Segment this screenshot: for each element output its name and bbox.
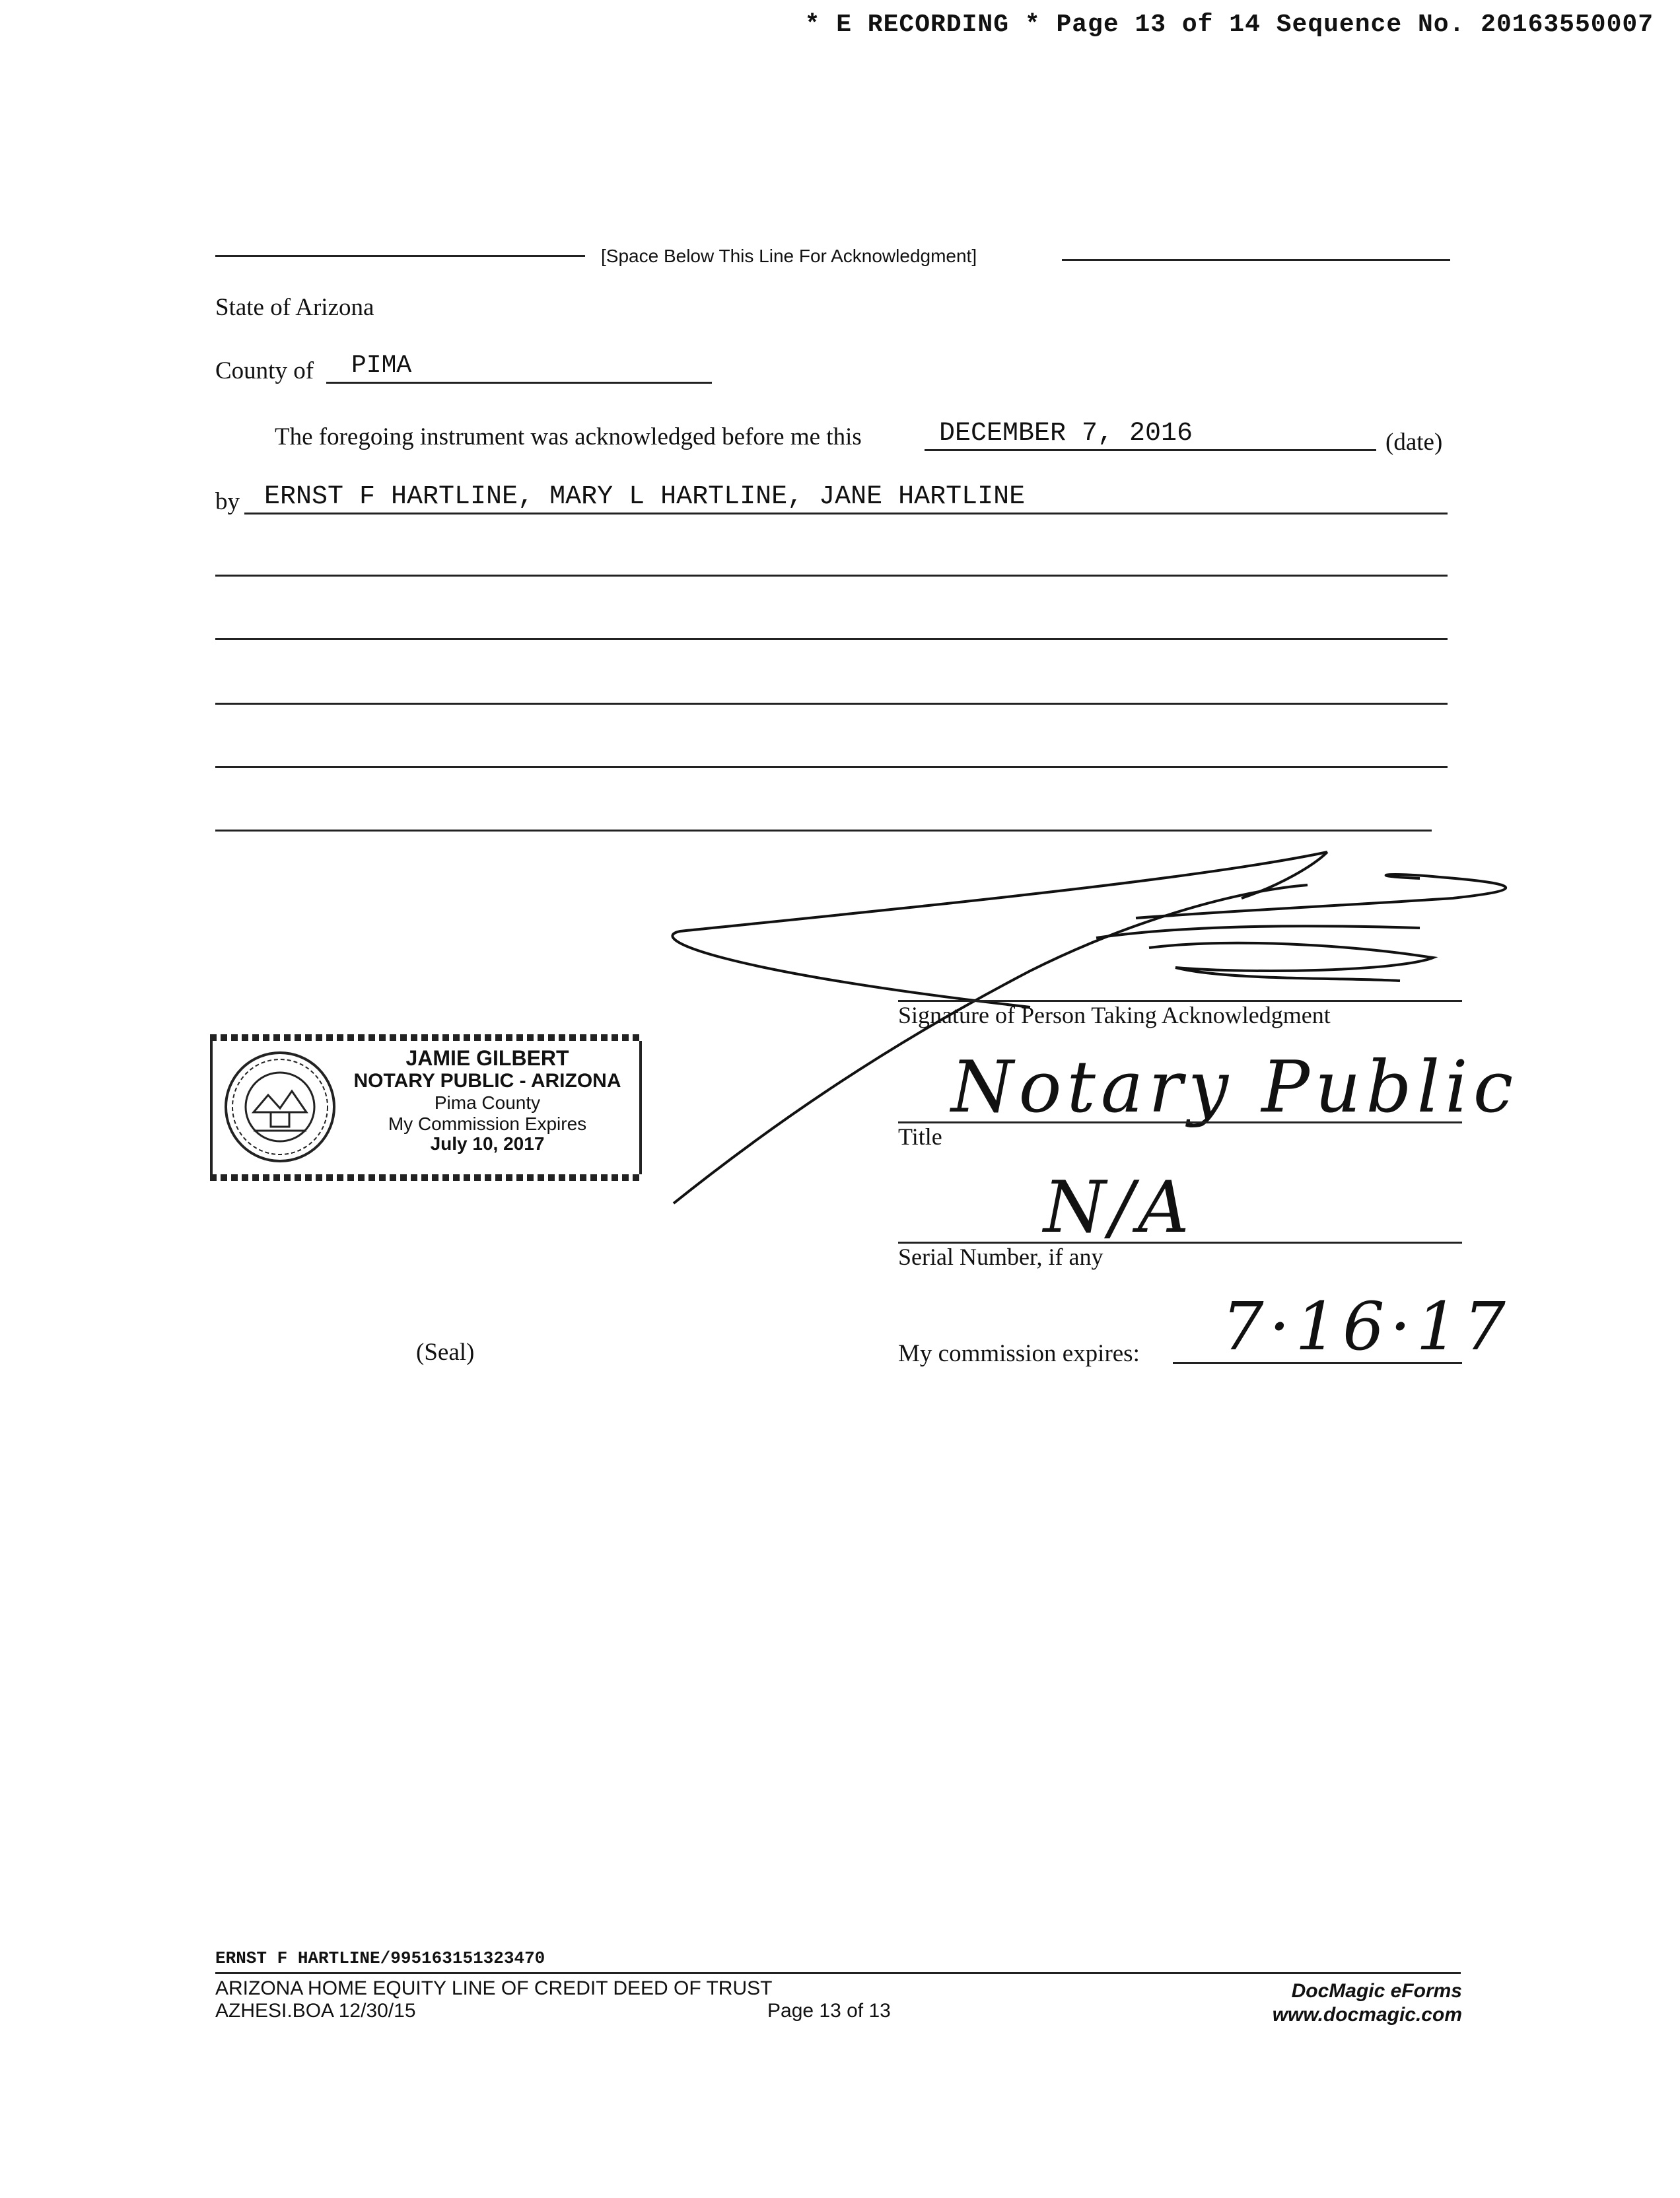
footer-page-number: Page 13 of 13 (767, 2000, 891, 2022)
county-value: PIMA (351, 351, 412, 380)
title-label: Title (898, 1123, 942, 1150)
footer-website: www.docmagic.com (1272, 2004, 1462, 2026)
blank-line-2 (215, 638, 1448, 640)
date-underline (925, 449, 1376, 451)
separator-rule-left (215, 255, 585, 257)
footer-form-code: AZHESI.BOA 12/30/15 (215, 2000, 416, 2022)
by-underline (244, 513, 1448, 514)
footer-form-title: ARIZONA HOME EQUITY LINE OF CREDIT DEED OF TRUST (215, 1977, 773, 1999)
blank-line-3 (215, 703, 1448, 705)
recording-header: * E RECORDING * Page 13 of 14 Sequence No. 20163550007 (804, 11, 1654, 39)
commission-expires-label: My commission expires: (898, 1340, 1140, 1367)
serial-label: Serial Number, if any (898, 1244, 1103, 1270)
separator-rule-right (1062, 259, 1450, 261)
date-suffix: (date) (1385, 429, 1443, 456)
blank-line-5 (215, 830, 1432, 832)
stamp-bottom-border (210, 1174, 642, 1181)
acknowledgment-date: DECEMBER 7, 2016 (939, 419, 1193, 448)
acknowledgment-text: The foregoing instrument was acknowledged before me this (275, 423, 862, 450)
commission-line (1173, 1362, 1462, 1364)
stamp-commission-date: July 10, 2017 (430, 1133, 545, 1154)
commission-expires-value: 7·16·17 (1222, 1288, 1511, 1365)
blank-line-4 (215, 766, 1448, 768)
serial-value-handwritten: N/A (1043, 1166, 1193, 1249)
state-line: State of Arizona (215, 294, 374, 321)
footer-loan-reference: ERNST F HARTLINE/995163151323470 (215, 1948, 545, 1968)
by-value: ERNST F HARTLINE, MARY L HARTLINE, JANE HARTLINE (264, 482, 1026, 512)
acknowledgment-separator-text: [Space Below This Line For Acknowledgment] (601, 246, 977, 266)
stamp-county: Pima County (434, 1092, 541, 1113)
county-underline (326, 382, 712, 384)
title-value-handwritten: Notary Public (951, 1046, 1519, 1129)
stamp-notary-name: JAMIE GILBERT (405, 1046, 569, 1070)
stamp-top-border (210, 1034, 642, 1041)
by-label: by (215, 488, 240, 515)
notary-stamp (210, 1034, 642, 1181)
blank-line-1 (215, 575, 1448, 577)
footer-rule (215, 1972, 1461, 1974)
stamp-notary-title: NOTARY PUBLIC - ARIZONA (353, 1070, 621, 1092)
seal-label: (Seal) (416, 1339, 475, 1366)
title-line (898, 1121, 1462, 1123)
footer-brand: DocMagic eForms (1291, 1980, 1462, 2002)
county-label: County of (215, 357, 314, 384)
stamp-commission-label: My Commission Expires (388, 1114, 587, 1134)
signature-label: Signature of Person Taking Acknowledgment (898, 1002, 1331, 1028)
arizona-state-seal-icon (222, 1049, 338, 1165)
